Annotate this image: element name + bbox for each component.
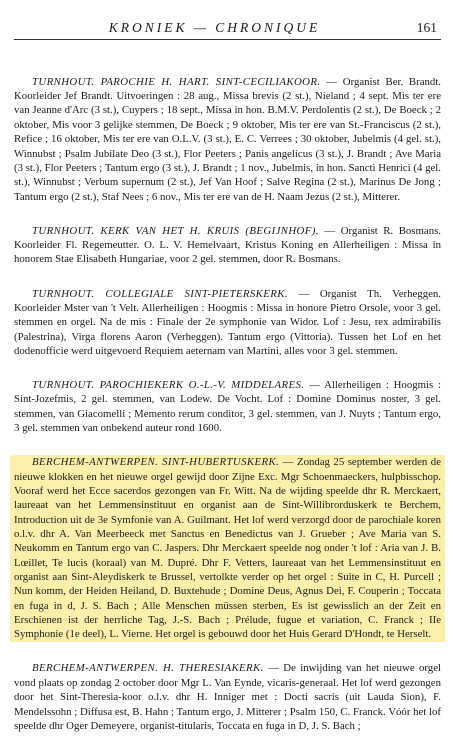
entry-title: BERCHEM-ANTWERPEN. H. THERESIAKERK. xyxy=(32,662,264,675)
entry-separator: — xyxy=(320,75,343,88)
entry-berchem-sint-hubertus xyxy=(10,455,445,641)
entry-berchem-theresia xyxy=(14,661,441,733)
entry-separator: — xyxy=(287,287,320,300)
entry-separator: — xyxy=(304,379,325,392)
header-rule xyxy=(14,39,441,40)
chronicle-content xyxy=(14,40,441,733)
entry-separator: — xyxy=(279,456,297,469)
entry-title: TURNHOUT. PAROCHIEKERK O.-L.-V. MIDDELARES. xyxy=(32,379,305,392)
entry-title: TURNHOUT. COLLEGIALE SINT-PIETERSKERK. xyxy=(32,287,288,300)
entry-separator: — xyxy=(263,662,284,675)
entry-title: TURNHOUT. PAROCHIE H. HART. SINT-CECILIAKOOR. xyxy=(32,75,321,88)
entry-turnhout-h-kruis xyxy=(14,224,441,267)
entry-body: Allerheiligen : Hoogmis : Sint-Jozefmis, 2 gel. stemmen, van Lodew. De Vocht. Lof : Domine Dominus noster, 3 gel. stemmen, van Giacomelli ; Memento rerum conditor, 3 gel. stemmen, van J. Nuyts ; Tantum ergo, 3 gel. stemmen van onbekend auteur rond 1600. xyxy=(14,379,442,435)
entry-body: Organist Th. Verheggen. Koorleider Mster van 't Velt. Allerheiligen : Hoogmis : Missa in honore Pietro Orsole, voor 3 gel. stemmen en orgel. Na de mis : Finale der 2e symphonie van Widor. Lof : Jesu, rex admirabilis (Palestrina), Virga florens Aaron (Verheggen). Tantum ergo (Vittoria). Tussen het Lof en het dodenofficie werd uitgevoerd Requiem aeternam van Martini, alles voor 3 gel. stemmen. xyxy=(14,287,441,357)
running-head: KRONIEK — CHRONIQUE xyxy=(108,20,321,35)
entry-turnhout-h-hart xyxy=(14,75,441,204)
entry-title: TURNHOUT. KERK VAN HET H. KRUIS (BEGIJNHOF). xyxy=(32,224,319,237)
entry-body: Zondag 25 september werden de nieuwe klokken en het nieuwe orgel gewijd door Zijne Exc. Mgr Schoenmaeckers, hulpbisschop. Vooraf werd het Ecce sacerdos gezongen van Fr. Witt. Na de wijding speelde dhr R. Merckaert, laureaat van het Lemmensinstituut en organist aan de Sint-Willibrorduskerk te Berchem, Introduction uit de 3e Symfonie van A. Guilmant. Het lof werd verzorgd door de parochiale koren o.l.v. dhr A. Van Meerbeeck met Sanctus en Benedictus van J. Grueber ; Ave Maria van S. Neukomm en Tantum ergo van C. Jaspers. Dhr Merckaert speelde nog onder 't lof : Aria van J. B. Lœillet, Te lucis (koraal) van M. Dupré. Dhr F. Vetters, laureaat van het Lemmensinstituut en organist aan Sint-Aleydiskerk te Brussel, vertolkte verder op het orgel : Suite in C, H. Purcell ; Nun komm, der Heiden Heiland, D. Buxtehude ; Domine Deus, Agnus Dei, F. Couperin ; Toccata en fuga in d, J. S. Bach ; Alle Menschen müssen sterben, Es ist gewisslich an der Zeit en Erschienen ist der herrliche Tag, J.-S. Bach ; Prélude, fugue et variation, C. Franck ; IIe Symphonie (1e deel), L. Vierne. Het orgel is gebouwd door het Huis Gerard D'Hondt, te Herselt. xyxy=(14,456,441,641)
entry-body: De inwijding van het nieuwe orgel vond plaats op zondag 2 october door Mgr L. Van Eynde, vicaris-generaal. Het lof werd gezongen door het Sint-Theresia-koor o.l.v. dhr H. Inniger met : Docti sacris (uit Lauda Sion), F. Mendelssohn ; Diffusa est, B. Hahn ; Tantum ergo, J. Mitterer ; Psalm 150, C. Franck. Vóór het lof speelde dhr Oger Demeyere, organist-titularis, Toccata en fuga in D, J. S. Bach ; xyxy=(14,662,441,732)
page-header xyxy=(14,0,441,40)
entry-turnhout-sint-pieter xyxy=(14,287,441,359)
entry-title: BERCHEM-ANTWERPEN. SINT-HUBERTUSKERK. xyxy=(32,456,280,469)
entry-separator: — xyxy=(318,224,341,237)
entry-body: Organist R. Bosmans. Koorleider Fl. Regemeutter. O. L. V. Hemelvaart, Kristus Koning en Allerheiligen : Missa in honorem Stae Elisabeth Hungariae, voor 2 gel. stemmen, door R. Bosmans. xyxy=(14,224,441,266)
entry-turnhout-middelares xyxy=(14,378,441,435)
entry-body: Organist Ber. Brandt. Koorleider Jef Brandt. Uitvoeringen : 28 aug., Missa brevis (2 st.), Nieland ; 4 sept. Mis ter ere van Jeanne d'Arc (3 st.), Cuypers ; 18 sept., Missa in hon. B.M.V. Perdolentis (2 st.), De Boeck ; 2 oktober, Mis voor 3 gelijke stemmen, De Boeck ; 9 oktober, Mis ter ere van St.-Franciscus (2 st.), Refice ; 16 oktober, Mis ter ere van O.L.V. (3 st.), E. C. Verrees ; 30 oktober, Jubelmis (4 gel. st.), Winnubst ; Psalm Jubilate Deo (3 st.), Flor Peeters ; Panis angelicus (3 st.), J. Brandt ; Ave Maria (3 st.), Flor Peeters ; Tantum ergo (3 st.), J. Brandt ; 1 nov., Jubelmis, in hon. Sancti Henrici (4 gel. st.), Winnubst ; Verbum supernum (2 st.), Jef Van Hoof ; Salve Regina (2 st.), Marinus De Jong ; Tantum ergo (2 st.), Staf Nees ; 6 nov., Mis ter ere van de H. Naam Jezus (2 st.), Mitterer. xyxy=(14,75,442,203)
page-number: 161 xyxy=(416,20,437,35)
